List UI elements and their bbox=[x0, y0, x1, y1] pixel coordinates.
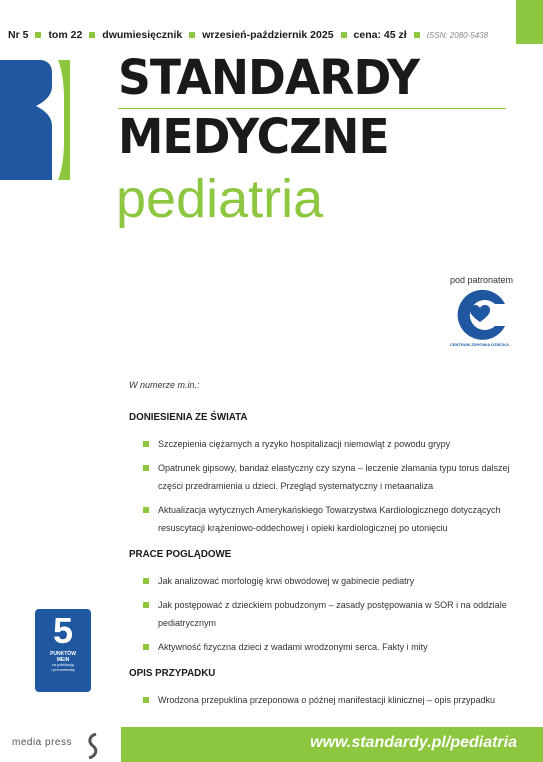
separator-square bbox=[189, 32, 195, 38]
list-item bbox=[129, 501, 519, 537]
issn: ISSN: 2080-5438 bbox=[426, 30, 489, 40]
bullet-square bbox=[143, 465, 149, 471]
points-note-1: za publikację bbox=[52, 663, 74, 667]
separator-square bbox=[35, 32, 41, 38]
bullet-square bbox=[143, 602, 149, 608]
item-text: Opatrunek gipsowy, bandaż elastyczny czy szyna – leczenie złamania typu torus dalszej części przedramienia u dzieci. Przegląd systematyczny i metaanaliza bbox=[158, 463, 510, 491]
list-item bbox=[129, 459, 519, 495]
publisher-mark-icon bbox=[86, 733, 100, 759]
publisher-logo bbox=[12, 737, 72, 748]
item-text: Wrodzona przepuklina przeponowa o późnej manifestacji klinicznej – opis przypadku bbox=[158, 695, 496, 705]
title-pediatria: pediatria bbox=[116, 169, 324, 229]
bullet-square bbox=[143, 644, 149, 650]
list-item bbox=[129, 638, 519, 656]
top-bar bbox=[0, 0, 543, 44]
item-text: Jak postępować z dzieckiem pobudzonym – zasady postępowania w SOR i na oddziale pediatrycznym bbox=[158, 600, 507, 628]
bullet-square bbox=[143, 697, 149, 703]
item-text: Aktualizacja wytycznych Amerykańskiego Towarzystwa Kardiologicznego dotyczących resuscytacji krążeniowo-oddechowej i opieki kardiologicznej po utonięciu bbox=[158, 505, 501, 533]
bullet-square bbox=[143, 578, 149, 584]
title-standardy: STANDARDY bbox=[118, 50, 420, 106]
separator-square bbox=[89, 32, 95, 38]
bullet-square bbox=[143, 441, 149, 447]
title-medyczne: MEDYCZNE bbox=[118, 109, 389, 165]
bullet-square bbox=[143, 507, 149, 513]
points-number: 5 bbox=[52, 610, 74, 651]
item-text: Aktywność fizyczna dzieci z wadami wrodzonymi serca. Fakty i mity bbox=[158, 642, 428, 652]
list-item bbox=[129, 572, 519, 590]
patronage-org: CENTRUM ZDROWIA DZIECKA bbox=[450, 342, 509, 347]
contents-lead: W numerze m.in.: bbox=[129, 380, 200, 390]
volume: tom 22 bbox=[48, 29, 83, 41]
table-of-contents bbox=[129, 380, 519, 715]
separator-square bbox=[414, 32, 420, 38]
item-text: Szczepienia ciężarnych a ryzyko hospitalizacji niemowląt z powodu grypy bbox=[158, 439, 451, 449]
brand-swoosh-icon bbox=[0, 60, 70, 180]
list-item bbox=[129, 596, 519, 632]
footer-bar bbox=[121, 727, 543, 762]
points-ministry: MEiN bbox=[56, 657, 70, 663]
price: cena: 45 zł bbox=[353, 29, 407, 41]
issue-meta bbox=[8, 29, 488, 41]
publisher-name: media press bbox=[12, 737, 72, 748]
points-label: PUNKTÓW bbox=[50, 651, 76, 657]
frequency: dwumiesięcznik bbox=[102, 29, 183, 41]
czd-logo-icon bbox=[449, 288, 511, 342]
patronage-label: pod patronatem bbox=[450, 275, 514, 285]
section-title: OPIS PRZYPADKU bbox=[129, 668, 216, 679]
section-title: DONIESIENIA ZE ŚWIATA bbox=[129, 412, 248, 423]
points-note-2: i prenumeratę bbox=[51, 668, 75, 672]
list-item bbox=[129, 691, 519, 709]
list-item bbox=[129, 435, 519, 453]
separator-square bbox=[341, 32, 347, 38]
item-text: Jak analizować morfologię krwi obwodowej w gabinecie pediatry bbox=[158, 576, 415, 586]
issue-date: wrzesień-październik 2025 bbox=[202, 29, 334, 41]
section-title: PRACE POGLĄDOWE bbox=[129, 549, 232, 560]
points-badge bbox=[35, 609, 91, 692]
issue-number: Nr 5 bbox=[8, 29, 29, 41]
corner-green-box bbox=[516, 0, 543, 44]
website-link[interactable]: www.standardy.pl/pediatria bbox=[310, 734, 517, 751]
